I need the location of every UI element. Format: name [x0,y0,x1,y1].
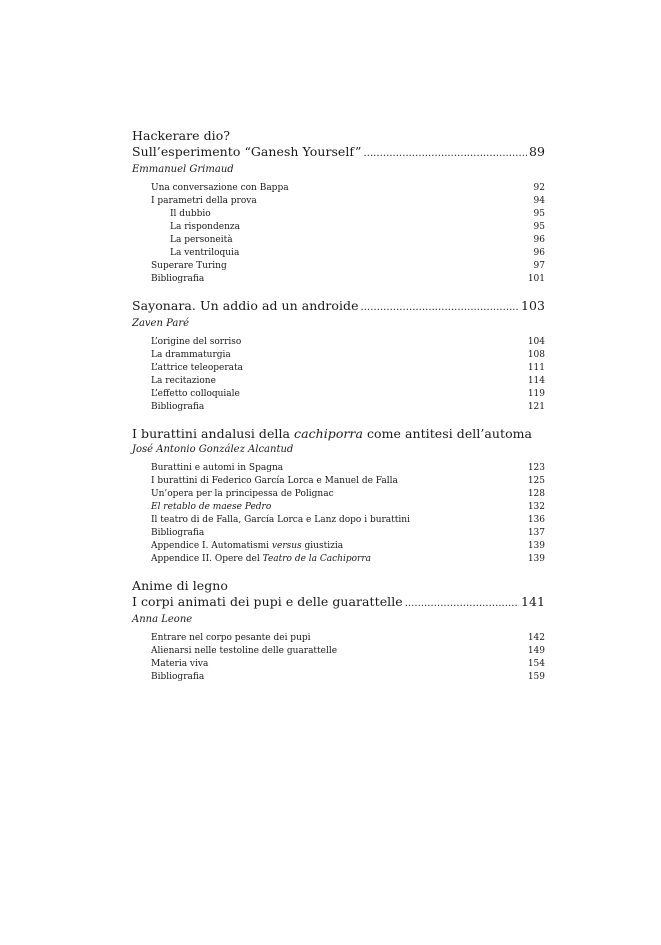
toc-entry [132,336,545,349]
entry-text: I parametri della prova [151,196,257,206]
toc-entry-page: 101 [527,274,545,284]
entry-text: La ventriloquia [170,248,240,258]
toc-entry-title [151,475,398,488]
toc-entry [132,671,545,684]
toc-entry-title [151,362,243,375]
entry-text: Burattini e automi in Spagna [151,463,284,473]
chapter-author: Emmanuel Grimaud [132,164,234,175]
entry-text-italic: El retablo de maese Pedro [151,502,272,512]
toc-entry [132,247,545,260]
toc-entry [132,401,545,414]
toc-entry-title [151,195,257,208]
entry-text: La personeità [170,235,233,245]
toc-entry-page: 97 [533,261,545,271]
chapter-title-part: I burattini andalusi della [132,426,295,441]
entry-text: Bibliografia [151,274,205,284]
toc-entry-page: 96 [533,235,545,245]
entry-text: Superare Turing [151,261,227,271]
toc-entry-page: 121 [527,402,545,412]
toc-entry-page: 95 [533,209,545,219]
entry-text: Bibliografia [151,672,205,682]
entry-text: Alienarsi nelle testoline delle guarattelle [151,646,338,656]
toc-entry [132,195,545,208]
toc-entry-page: 139 [527,554,545,564]
chapter-title-row [132,298,545,316]
entry-text-italic: versus [271,541,302,551]
toc-entry-page: 132 [527,502,545,512]
toc-entry-page: 114 [527,376,545,386]
toc-entry [132,488,545,501]
toc-entry [132,375,545,388]
entry-text: Entrare nel corpo pesante dei pupi [151,633,311,643]
dot-leader [361,300,519,316]
chapter-section [132,426,545,566]
chapter-title-line: Anime di legno [132,578,228,593]
toc-entry [132,234,545,247]
chapter-title-italic: cachiporra [294,426,363,441]
chapter-section [132,128,545,286]
toc-entry-title [151,501,271,514]
toc-entry-title [170,234,233,247]
toc-entry [132,273,545,286]
toc-entry-page: 123 [527,463,545,473]
toc-entry-page: 119 [527,389,545,399]
chapter-title-part: come antitesi dell’automa [362,426,533,441]
toc-entry-title [170,221,240,234]
toc-entry [132,462,545,475]
chapter-author: Anna Leone [132,614,193,625]
entry-text: Appendice II. Opere del [151,554,263,564]
toc-entry-title [151,401,204,414]
toc-entry [132,362,545,375]
toc-entry [132,388,545,401]
chapter-page-number: 89 [528,144,545,159]
toc-entry [132,260,545,273]
toc-entry-page: 137 [527,528,545,538]
toc-entry-page: 128 [527,489,545,499]
toc-entry-page: 108 [527,350,545,360]
chapter-author: José Antonio González Alcantud [132,444,294,455]
toc-entry-title [151,540,343,553]
toc-entry-page: 149 [527,646,545,656]
entry-text: Una conversazione con Bappa [151,183,289,193]
toc-entry-title [151,645,337,658]
toc-entry-page: 94 [533,196,545,206]
toc-entry [132,501,545,514]
entry-text: Il dubbio [170,209,211,219]
entry-text: Appendice I. Automatismi [151,541,272,551]
toc-entry-title [151,336,241,349]
toc-entry [132,645,545,658]
toc-entry [132,527,545,540]
toc-entry-title [151,349,231,362]
entry-text: Materia viva [151,659,209,669]
chapter-title: I corpi animati dei pupi e delle guarattelle [132,594,403,609]
toc-entry-page: 136 [527,515,545,525]
toc-entry-page: 111 [527,363,545,373]
dot-leader [363,146,527,162]
toc-entry-page: 142 [527,633,545,643]
entry-text: L’attrice teleoperata [151,363,243,373]
toc-entry-title [151,632,311,645]
chapter-section [132,578,545,684]
chapter-page-number: 103 [520,298,545,313]
toc-entry [132,221,545,234]
toc-entry-title [170,208,211,221]
entry-text: La recitazione [151,376,216,386]
toc-entry-title [151,488,334,501]
chapter-section [132,298,545,414]
toc-entry-page: 96 [533,248,545,258]
toc-entry [132,514,545,527]
toc-entry-title [151,527,204,540]
entry-text-italic: Teatro de la Cachiporra [262,554,372,564]
toc-entry-title [151,375,216,388]
chapter-title-line: Hackerare dio? [132,128,231,143]
toc-entry-page: 104 [527,337,545,347]
toc-entry [132,632,545,645]
toc-entry-title [151,462,283,475]
chapter-title: Sayonara. Un addio ad un androide [132,298,359,313]
toc-entry-title [151,671,204,684]
entry-text: Bibliografia [151,402,205,412]
entry-text: Il teatro di de Falla, García Lorca e Lanz dopo i burattini [151,515,410,525]
toc-entry-page: 95 [533,222,545,232]
toc-entry [132,475,545,488]
entry-text: L’origine del sorriso [151,337,242,347]
toc-entry-page: 125 [527,476,545,486]
toc-entry-title [151,658,208,671]
toc-entry-title [151,182,289,195]
entry-text: La drammaturgia [151,350,231,360]
toc-entry [132,349,545,362]
toc-entry-title [151,260,227,273]
chapter-title [132,426,545,442]
chapter-title-row [132,594,545,612]
entry-text: Un’opera per la principessa de Polignac [151,489,334,499]
toc-entry [132,208,545,221]
toc-entry-title [151,273,204,286]
toc-entry-page: 154 [527,659,545,669]
entry-text: giustizia [301,541,344,551]
toc-entry-title [170,247,239,260]
entry-text: I burattini di Federico García Lorca e Manuel de Falla [151,476,398,486]
toc-entry [132,182,545,195]
chapter-title-row [132,144,545,162]
toc-entry-page: 139 [527,541,545,551]
toc-entry [132,553,545,566]
toc-entry [132,540,545,553]
chapter-page-number: 141 [520,594,545,609]
dot-leader [405,596,519,612]
entry-text: L’effetto colloquiale [151,389,240,399]
entry-text: Bibliografia [151,528,205,538]
toc-entry-title [151,388,240,401]
toc-entry [132,658,545,671]
toc-entry-page: 159 [527,672,545,682]
toc-entry-page: 92 [533,183,545,193]
entry-text: La rispondenza [170,222,240,232]
toc-entry-title [151,514,410,527]
table-of-contents [132,128,545,696]
chapter-title: Sull’esperimento “Ganesh Yourself” [132,144,362,159]
chapter-author: Zaven Paré [132,318,190,329]
toc-entry-title [151,553,371,566]
